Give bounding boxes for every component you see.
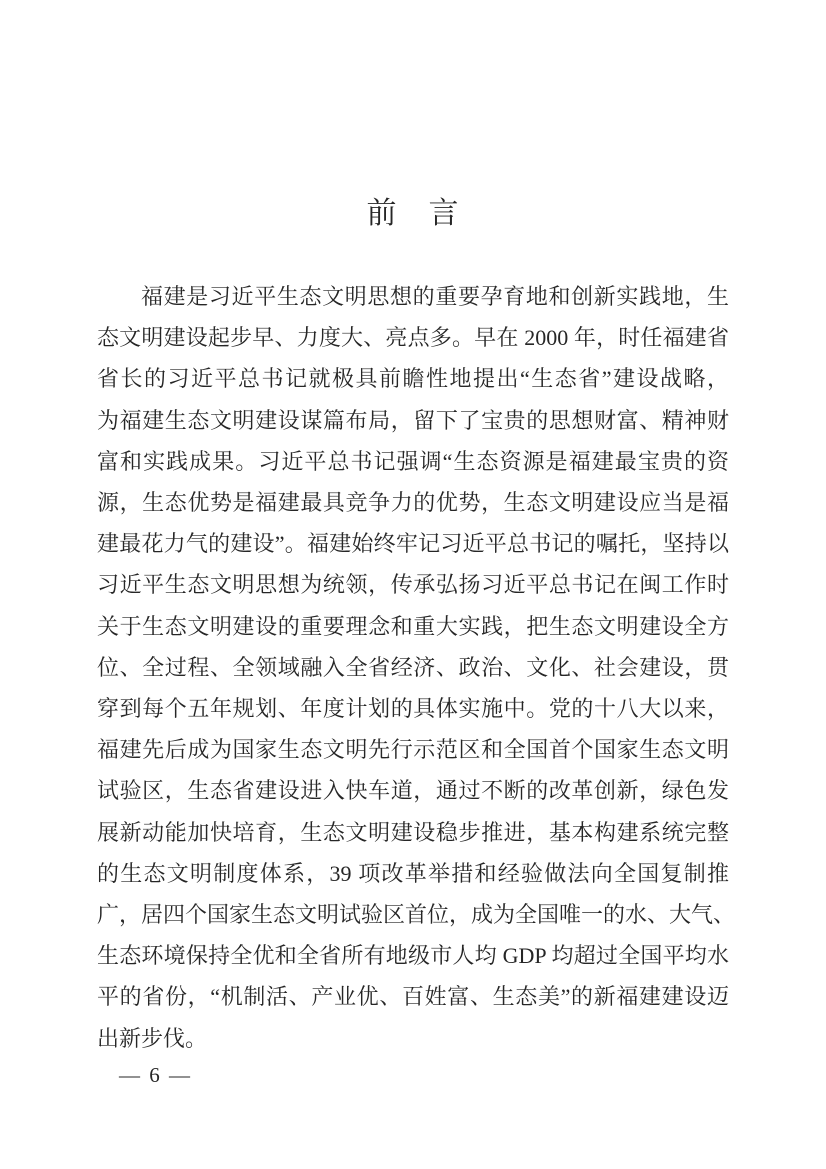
paragraph-line: 福建是习近平生态文明思想的重要孕育地和创新实践地，生 [141,284,729,309]
page-title: 前 言 [366,197,460,230]
paragraph-line: 出新步伐。 [97,1025,208,1051]
paragraph-line: 习近平生态文明思想为统领，传承弘扬习近平总书记在闽工作时 [97,572,729,598]
paragraph-line: 位、全过程、全领域融入全省经济、政治、文化、社会建设，贯 [97,654,729,680]
paragraph-line: 广，居四个国家生态文明试验区首位，成为全国唯一的水、大气、 [97,902,736,928]
paragraph-line: 的生态文明制度体系，39 项改革举措和经验做法向全国复制推 [97,860,729,886]
paragraph-line: 福建先后成为国家生态文明先行示范区和全国首个国家生态文明 [97,737,729,763]
page-number: — 6 — [119,1063,192,1087]
paragraph-line: 平的省份，“机制活、产业优、百姓富、生态美”的新福建建设迈 [97,984,729,1010]
paragraph-line: 展新动能加快培育，生态文明建设稳步推进，基本构建系统完整 [97,819,729,845]
paragraph-line: 为福建生态文明建设谋篇布局，留下了宝贵的思想财富、精神财 [97,407,729,433]
paragraph-line: 试验区，生态省建设进入快车道，通过不断的改革创新，绿色发 [97,778,729,804]
paragraph-line: 富和实践成果。习近平总书记强调“生态资源是福建最宝贵的资 [97,448,729,474]
paragraph-line: 关于生态文明建设的重要理念和重大实践，把生态文明建设全方 [97,613,729,639]
paragraph-line: 建最花力气的建设”。福建始终牢记习近平总书记的嘱托，坚持以 [97,531,729,557]
preface-paragraph [97,276,736,1059]
paragraph-line: 省长的习近平总书记就极具前瞻性地提出“生态省”建设战略， [97,366,729,392]
paragraph-line: 穿到每个五年规划、年度计划的具体实施中。党的十八大以来， [97,696,729,722]
paragraph-line: 生态环境保持全优和全省所有地级市人均 GDP 均超过全国平均水 [97,943,729,969]
paragraph-line: 态文明建设起步早、力度大、亮点多。早在 2000 年，时任福建省 [97,325,729,351]
paragraph-line: 源，生态优势是福建最具竞争力的优势，生态文明建设应当是福 [97,490,729,516]
